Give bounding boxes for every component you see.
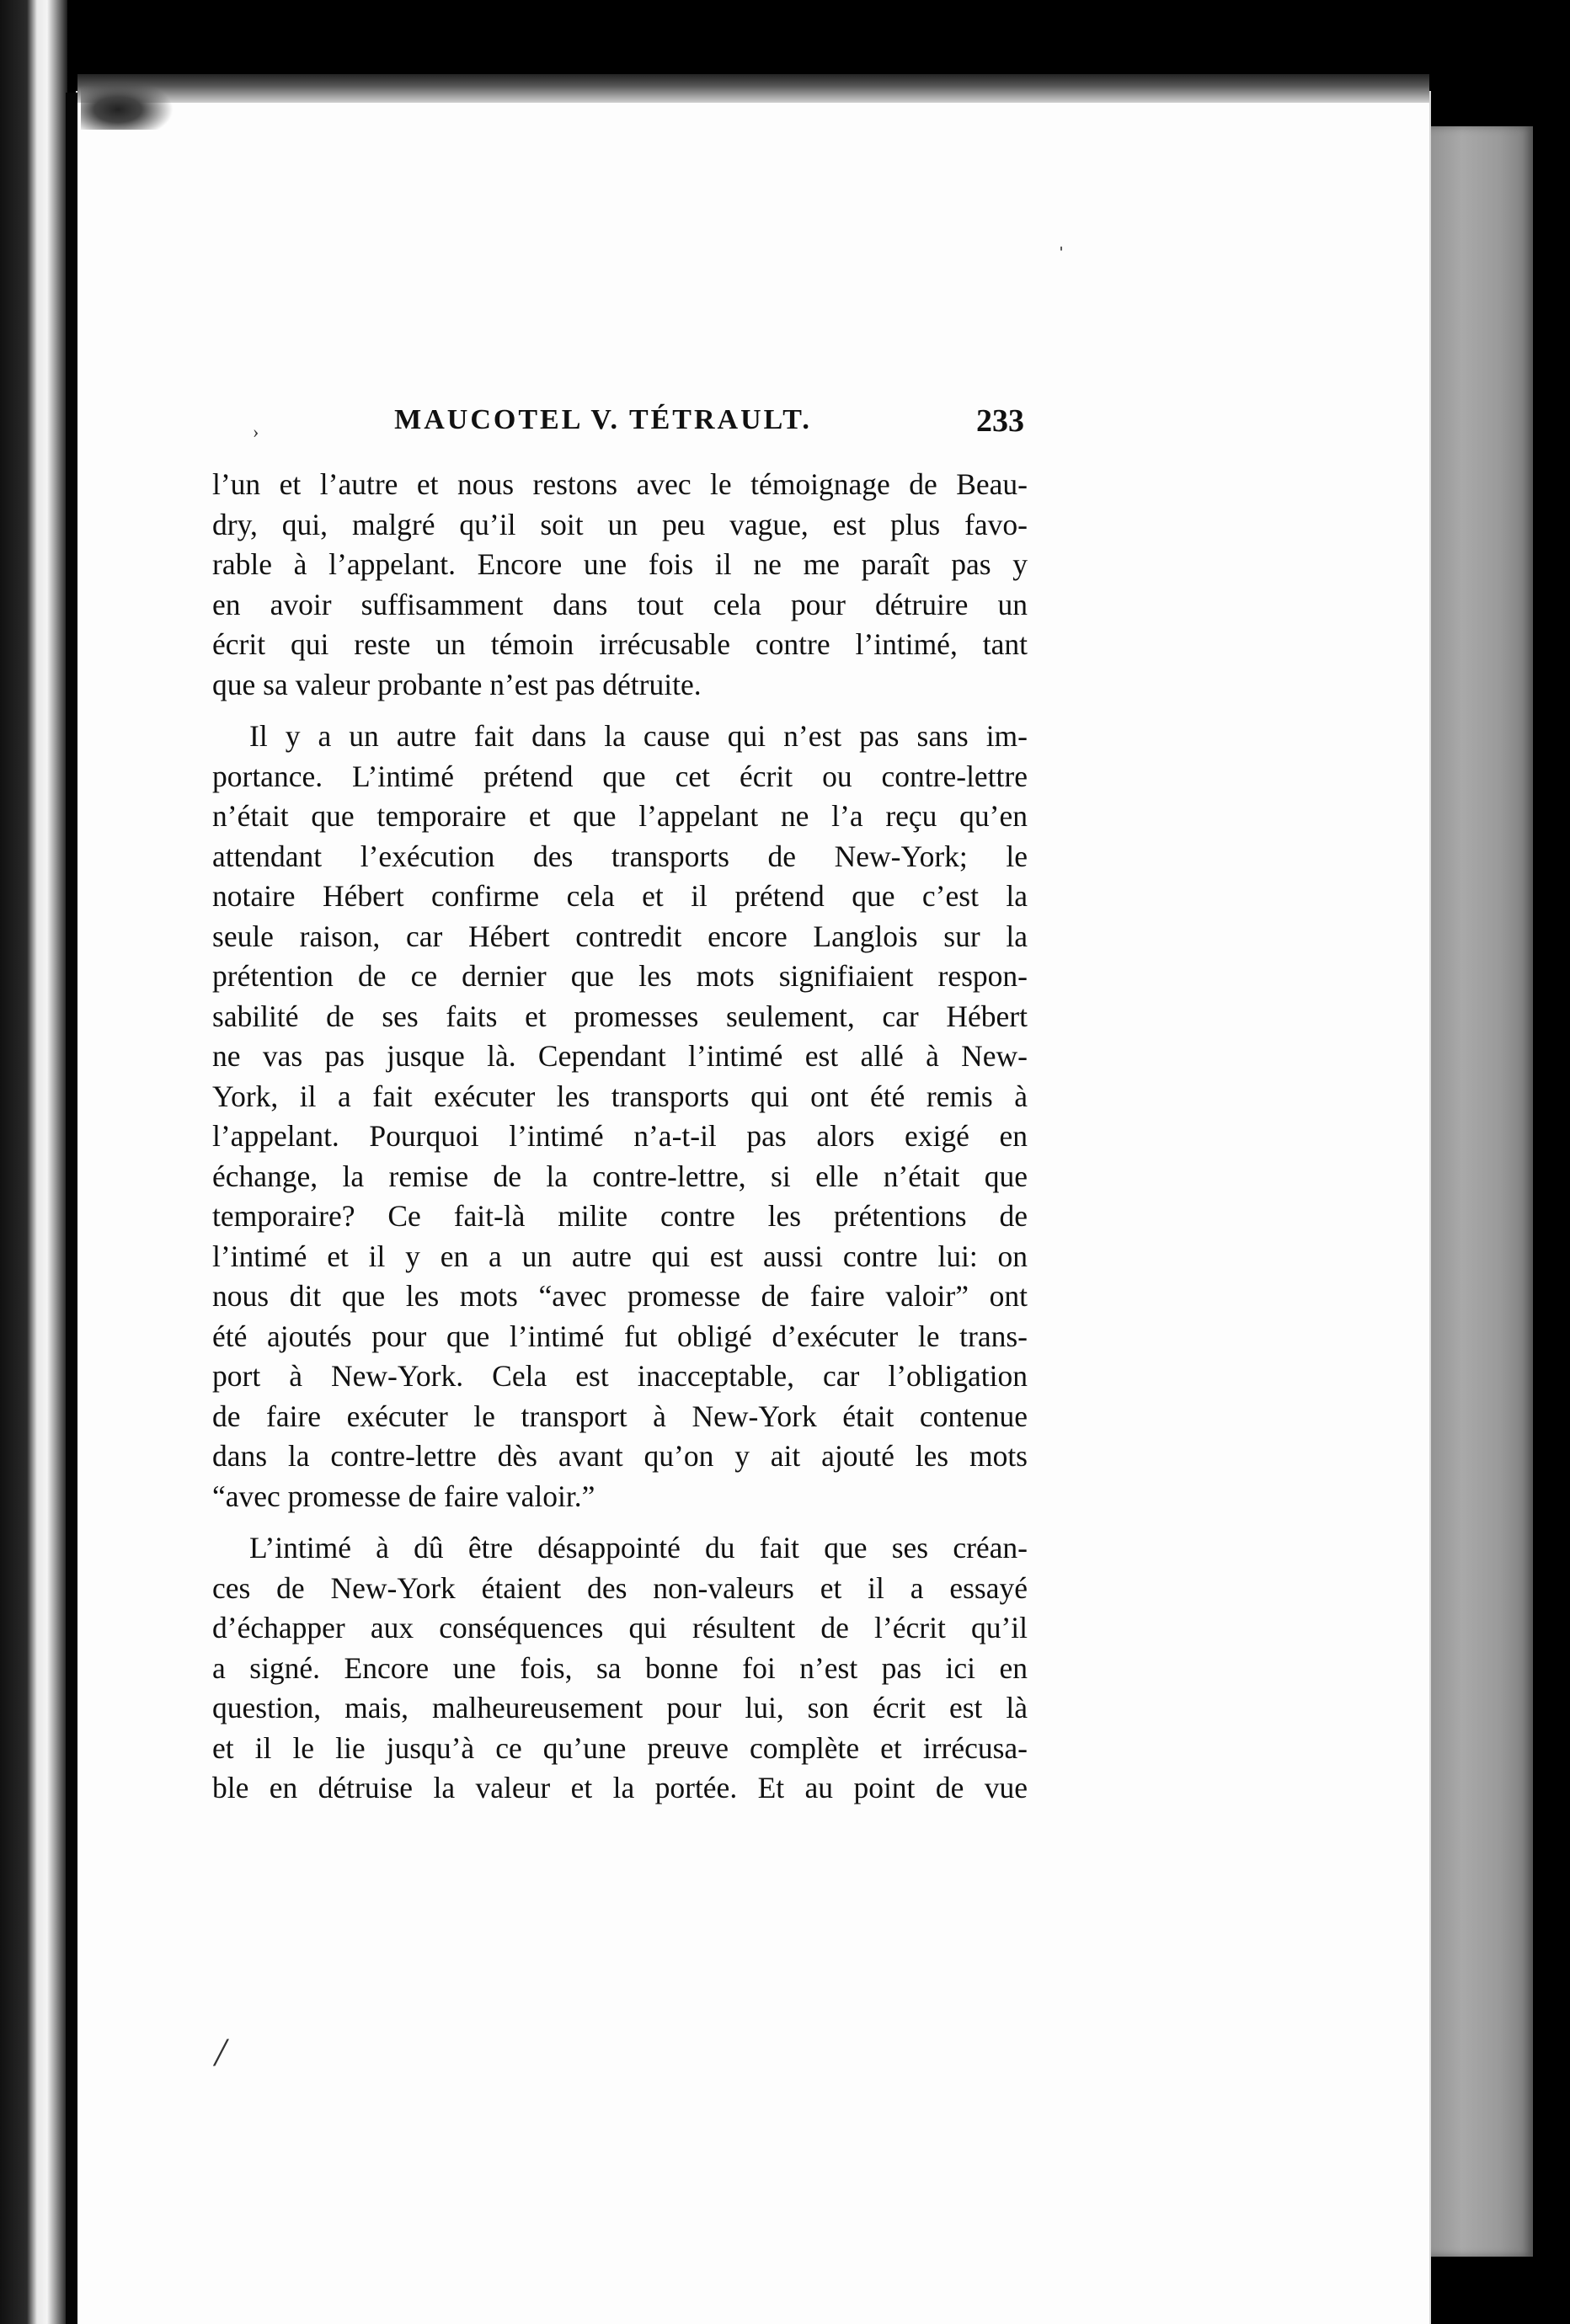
text-line: été ajoutés pour que l’intimé fut obligé d’exécuter le trans- — [212, 1319, 1028, 1353]
text-line: seule raison, car Hébert contredit encore Langlois sur la — [212, 919, 1028, 953]
stray-mark: › — [253, 421, 259, 442]
page-number: 233 — [976, 403, 1024, 439]
text-line: portance. L’intimé prétend que cet écrit ou contre-lettre — [212, 759, 1028, 793]
text-line: prétention de ce dernier que les mots signifiaient respon- — [212, 959, 1028, 993]
text-line: L’intimé à dû être désappointé du fait que ses créan- — [249, 1531, 1028, 1564]
text-line: York, il a fait exécuter les transports qui ont été remis à — [212, 1079, 1028, 1113]
text-line: l’un et l’autre et nous restons avec le témoignage de Beau- — [212, 467, 1028, 501]
text-line: temporaire? Ce fait-là milite contre les prétentions de — [212, 1199, 1028, 1233]
text-line: a signé. Encore une fois, sa bonne foi n’est pas ici en — [212, 1650, 1028, 1685]
binding-gutter — [66, 93, 77, 2324]
stray-mark: ˌ — [1057, 223, 1065, 251]
text-line: l’appelant. Pourquoi l’intimé n’a-t-il pas alors exigé en — [212, 1119, 1028, 1153]
page-text-block — [212, 404, 1028, 1809]
text-line: ces de New-York étaient des non-valeurs et il a essayé — [212, 1570, 1028, 1605]
text-line: attendant l’exécution des transports de New-York; le — [212, 839, 1028, 873]
text-line: en avoir suffisamment dans tout cela pour détruire un — [212, 587, 1028, 621]
text-line: port à New-York. Cela est inacceptable, car l’obligation — [212, 1359, 1028, 1393]
text-line: ne vas pas jusque là. Cependant l’intimé est allé à New- — [212, 1039, 1028, 1073]
text-line: échange, la remise de la contre-lettre, si elle n’était que — [212, 1159, 1028, 1193]
back-page-edge — [1423, 126, 1533, 2257]
text-line: nous dit que les mots “avec promesse de faire valoir” ont — [212, 1279, 1028, 1313]
running-head-title: MAUCOTEL V. TÉTRAULT. — [394, 404, 812, 435]
text-line: notaire Hébert confirme cela et il prétend que c’est la — [212, 879, 1028, 913]
text-line: ble en détruise la valeur et la portée. Et au point de vue — [212, 1771, 1028, 1804]
text-line: dry, qui, malgré qu’il soit un peu vague, est plus favo- — [212, 507, 1028, 541]
text-line: écrit qui reste un témoin irrécusable contre l’intimé, tant — [212, 627, 1028, 661]
text-line: Il y a un autre fait dans la cause qui n’est pas sans im- — [249, 719, 1028, 753]
text-line: et il le lie jusqu’à ce qu’une preuve complète et irrécusa- — [212, 1730, 1028, 1765]
text-line: question, mais, malheureusement pour lui, son écrit est là — [212, 1691, 1028, 1724]
running-head — [212, 404, 1028, 448]
text-line: d’échapper aux conséquences qui résultent de l’écrit qu’il — [212, 1611, 1028, 1644]
paragraph-1 — [212, 465, 1028, 705]
body-text — [212, 465, 1028, 1809]
paragraph-3 — [212, 1528, 1028, 1809]
text-line: l’intimé et il y en a un autre qui est aussi contre lui: on — [212, 1239, 1028, 1273]
left-page-edge — [0, 0, 67, 2324]
text-line: “avec promesse de faire valoir.” — [212, 1479, 595, 1513]
top-page-shadow — [77, 74, 1429, 103]
corner-smudge — [81, 79, 174, 130]
text-line: de faire exécuter le transport à New-York était contenue — [212, 1399, 1028, 1433]
text-line: rable à l’appelant. Encore une fois il ne me paraît pas y — [212, 547, 1028, 581]
text-line: dans la contre-lettre dès avant qu’on y ait ajouté les mots — [212, 1439, 1028, 1473]
paragraph-2 — [212, 717, 1028, 1516]
text-line: sabilité de ses faits et promesses seulement, car Hébert — [212, 999, 1028, 1033]
text-line: n’était que temporaire et que l’appelant ne l’a reçu qu’en — [212, 799, 1028, 833]
text-line: que sa valeur probante n’est pas détruite. — [212, 667, 702, 701]
stray-mark: / — [215, 2030, 227, 2075]
